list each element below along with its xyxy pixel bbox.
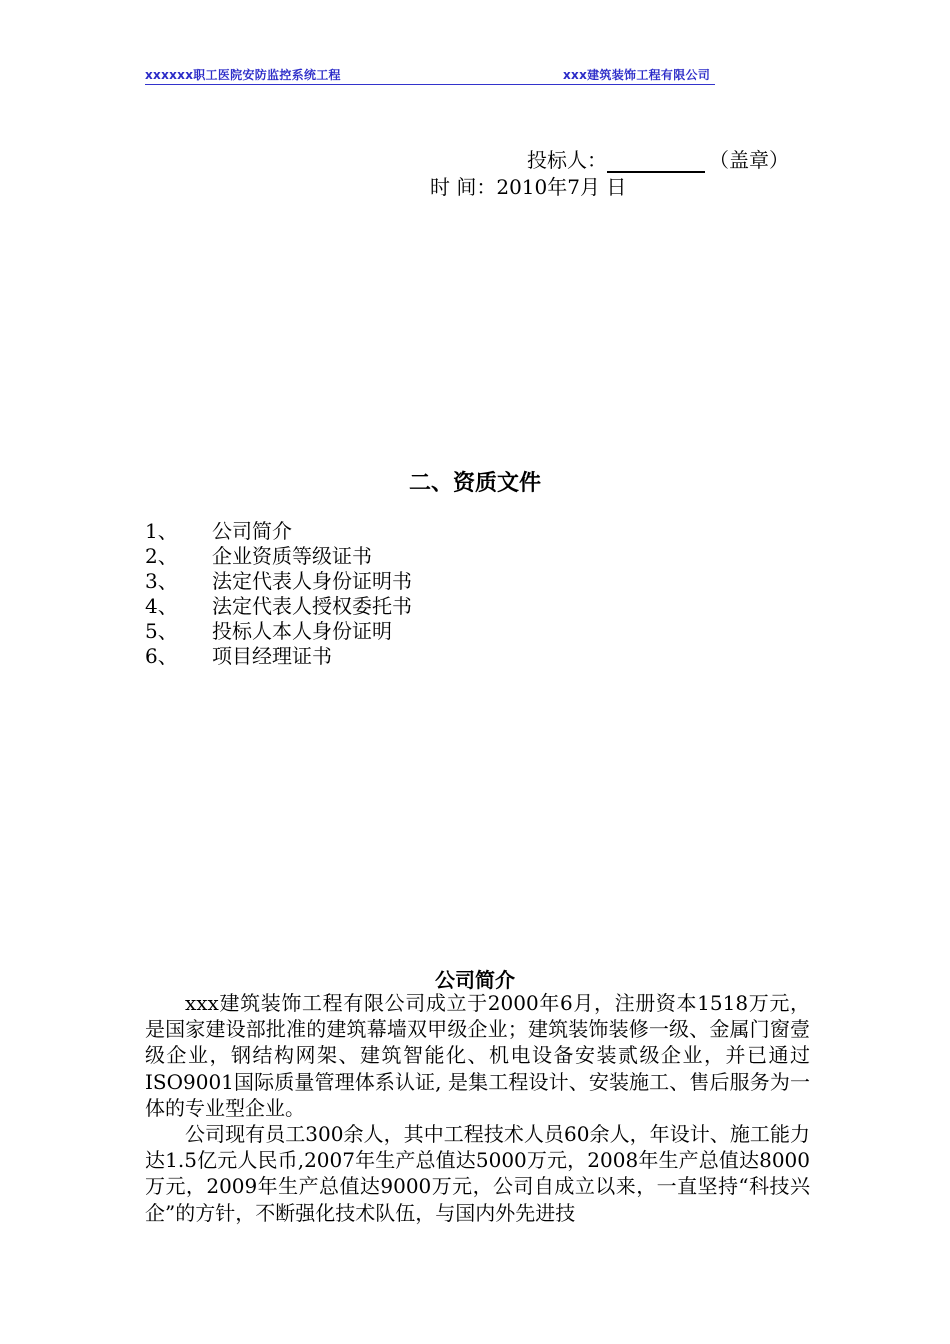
list-item-label: 公司简介	[212, 519, 292, 543]
list-item-label: 项目经理证书	[212, 644, 332, 668]
qualification-list	[145, 519, 412, 669]
list-item-number: 6、	[145, 644, 178, 668]
list-item	[145, 544, 412, 569]
list-item-number: 3、	[145, 569, 178, 593]
header-project-name: xxxxxx职工医院安防监控系统工程	[145, 68, 341, 82]
time-value: 2010年7月 日	[496, 175, 627, 199]
list-item	[145, 644, 412, 669]
page-header	[145, 66, 715, 85]
seal-note: （盖章）	[709, 148, 789, 172]
list-item-number: 5、	[145, 619, 178, 643]
section-title: 二、资质文件	[408, 471, 541, 496]
signature-blank	[607, 151, 705, 173]
bidder-label: 投标人：	[527, 148, 607, 172]
list-item-number: 4、	[145, 594, 178, 618]
time-line	[430, 171, 626, 200]
list-item-number: 2、	[145, 544, 178, 568]
list-item	[145, 594, 412, 619]
list-item	[145, 619, 412, 644]
list-item	[145, 569, 412, 594]
list-item	[145, 519, 412, 544]
company-intro-body	[145, 990, 810, 1226]
intro-paragraph: xxx建筑装饰工程有限公司成立于2000年6月，注册资本1518万元，是国家建设部批准的建筑幕墙双甲级企业；建筑装饰装修一级、金属门窗壹级企业，钢结构网架、建筑智能化、机电设备安装贰级企业，并已通过ISO9001国际质量管理体系认证, 是集工程设计、安装施工、售后服务为一体的专业型企业。	[145, 991, 810, 1120]
list-item-label: 法定代表人授权委托书	[212, 594, 412, 618]
header-company-name: xxx建筑装饰工程有限公司	[563, 68, 711, 82]
list-item-label: 企业资质等级证书	[212, 544, 372, 568]
list-item-number: 1、	[145, 519, 178, 543]
list-item-label: 投标人本人身份证明	[212, 619, 392, 643]
time-label: 时 间：	[430, 175, 497, 199]
list-item-label: 法定代表人身份证明书	[212, 569, 412, 593]
bidder-signature-line	[527, 144, 789, 173]
company-intro-title: 公司简介	[435, 968, 515, 992]
intro-paragraph: 公司现有员工300余人，其中工程技术人员60余人，年设计、施工能力达1.5亿元人民币,2007年生产总值达5000万元，2008年生产总值达8000万元，2009年生产总值达9000万元，公司自成立以来，一直坚持“科技兴企”的方针，不断强化技术队伍，与国内外先进技	[145, 1122, 810, 1225]
